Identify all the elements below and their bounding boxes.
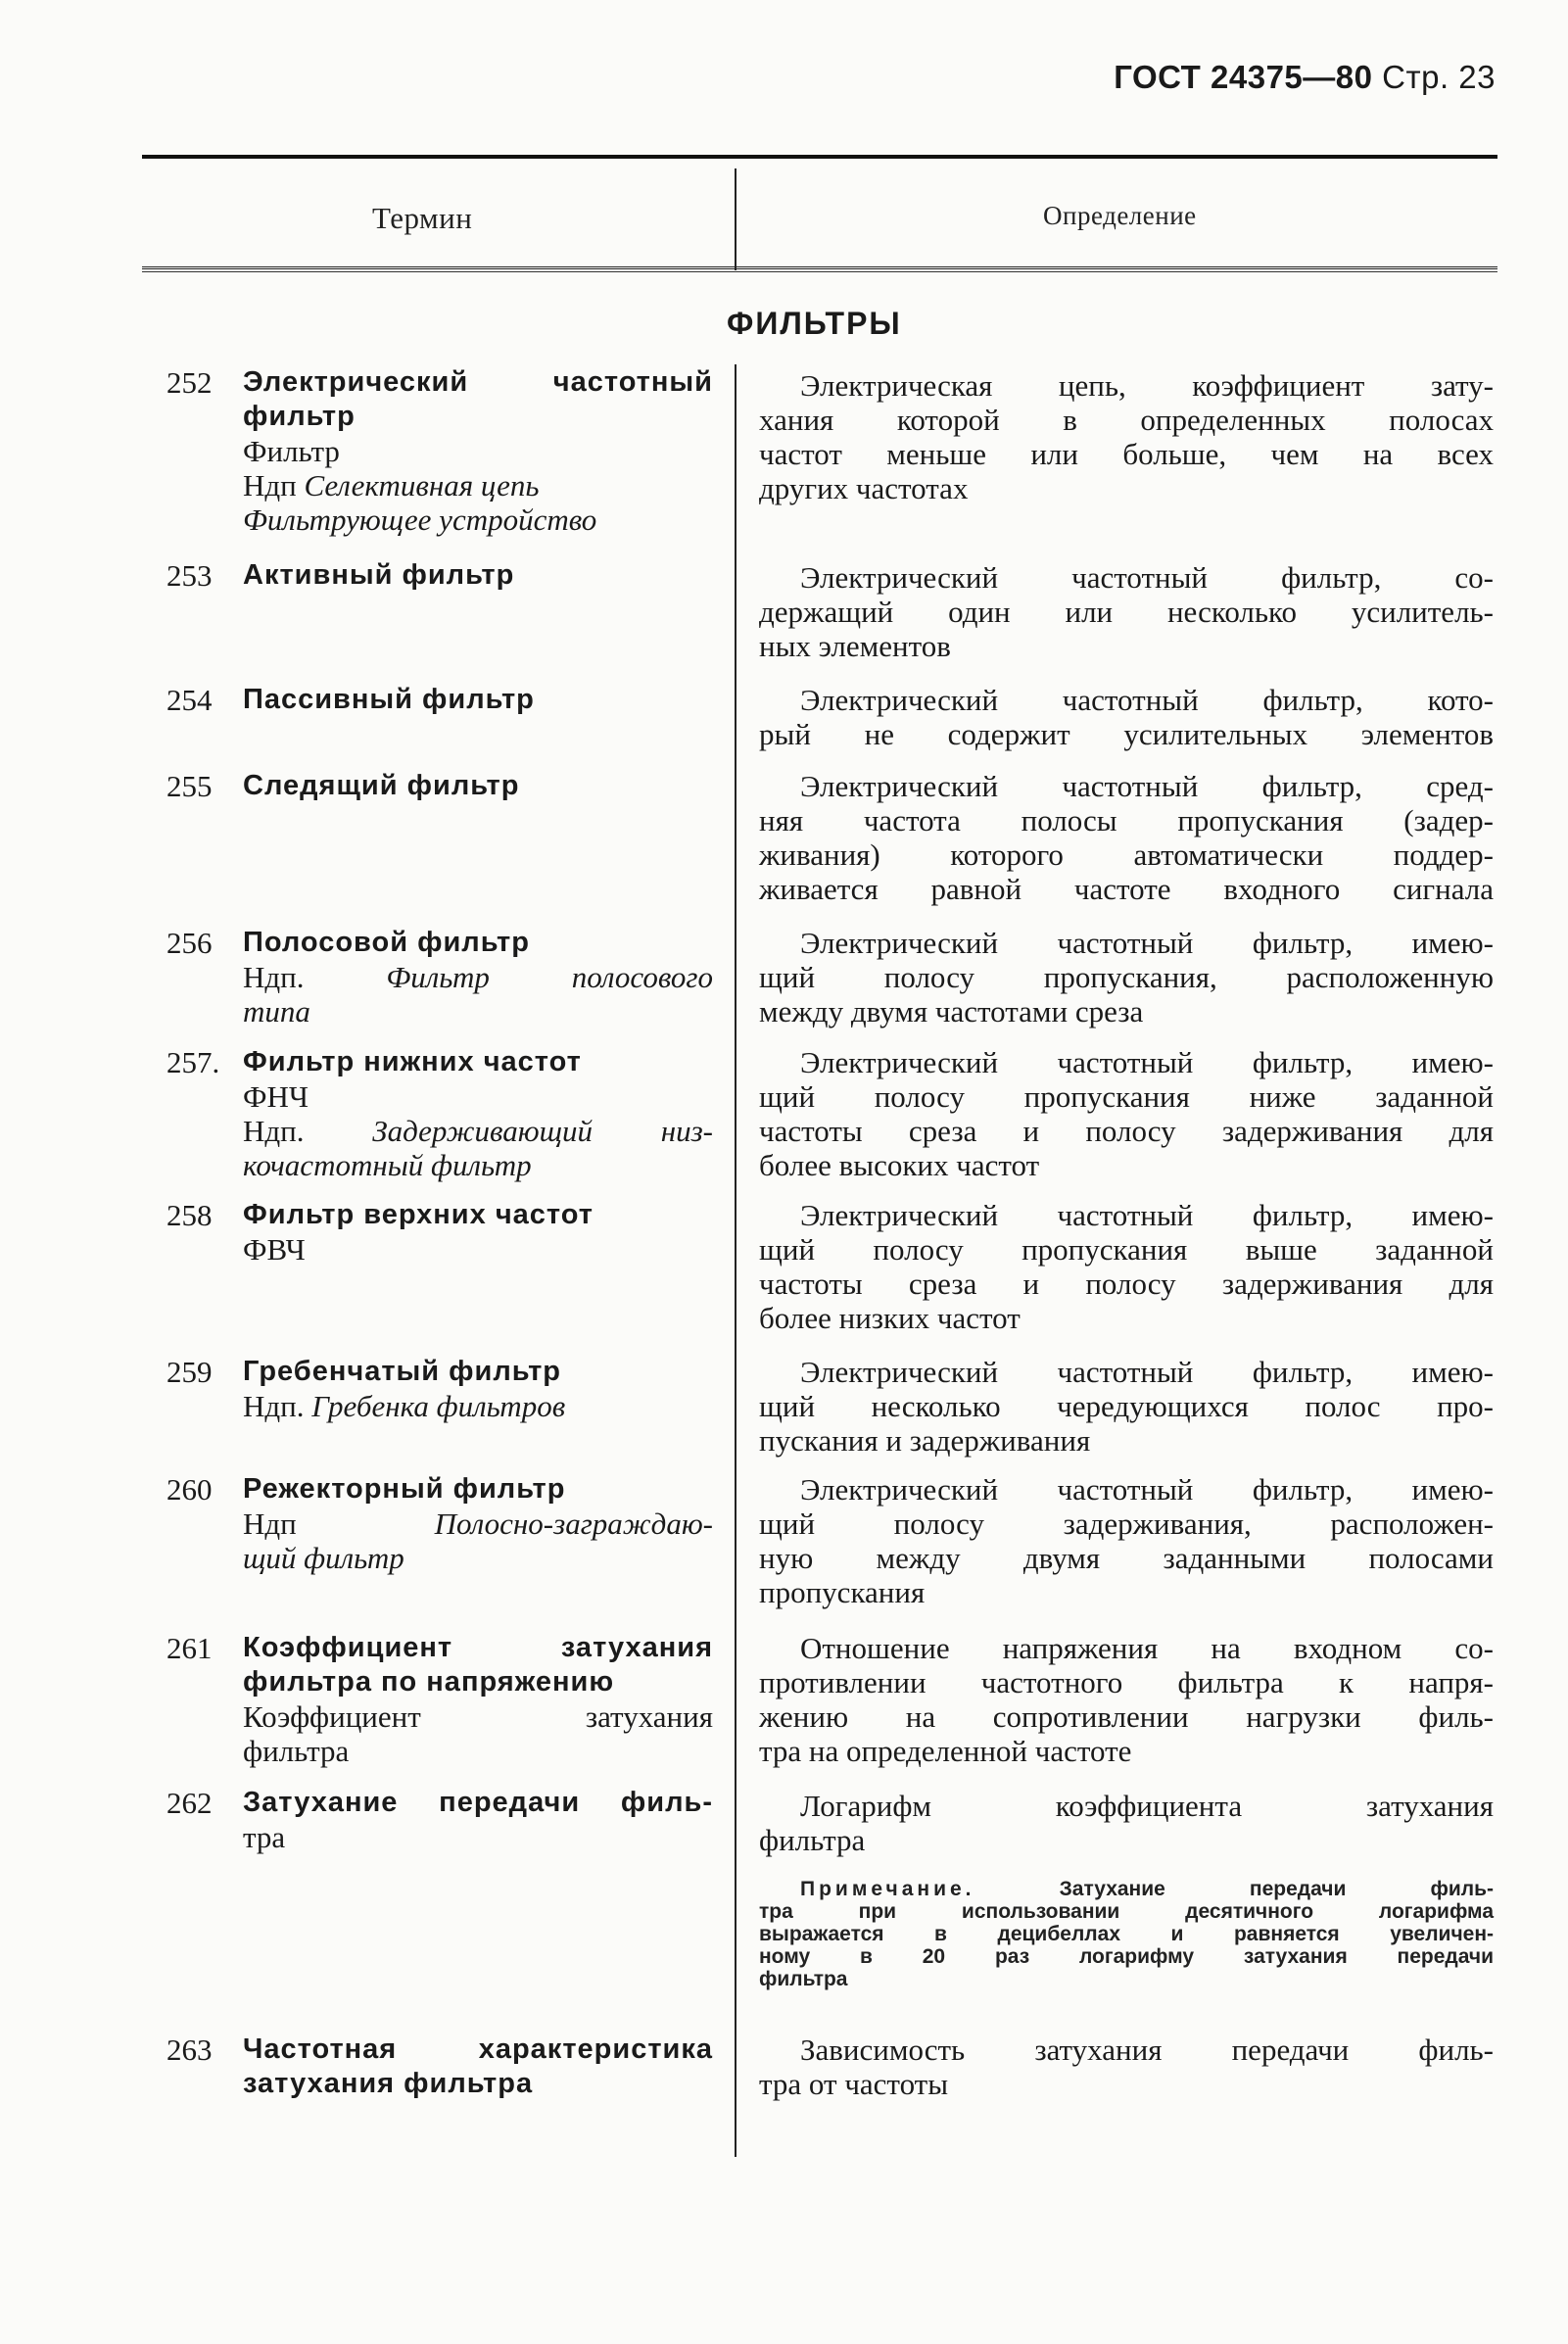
deprecated-prefix: Ндп. [243, 960, 305, 994]
term-synonym: Коэффициент затухания [243, 1699, 713, 1734]
entry-number: 261 [166, 1631, 213, 1665]
deprecated-term: Фильтр полосового [386, 960, 713, 994]
note [759, 1878, 1494, 1990]
term-name: затухания фильтра [243, 2068, 534, 2099]
note-line: ному в 20 раз логарифму затухания передачи [759, 1945, 1494, 1968]
definition-line: тра от частоты [759, 2067, 949, 2101]
definition-line: Электрический частотный фильтр, кото- [800, 683, 1494, 717]
term-synonym: Фильтр [243, 434, 340, 468]
definition-line: Электрический частотный фильтр, сред- [800, 769, 1494, 803]
term-name: фильтра по напряжению [243, 1666, 615, 1698]
deprecated-term: Задерживающий низ- [372, 1114, 713, 1148]
term-synonym: фильтра [243, 1734, 350, 1768]
deprecated-term: кочастотный фильтр [243, 1148, 532, 1182]
entry-number: 258 [166, 1198, 213, 1232]
definition-line: фильтра [759, 1823, 866, 1857]
term-synonym: ФВЧ [243, 1232, 306, 1267]
entry-number: 263 [166, 2033, 213, 2067]
term-name: Активный фильтр [243, 559, 515, 591]
entry-term [243, 769, 713, 803]
term-name: Фильтр верхних частот [243, 1199, 594, 1230]
column-header-term: Термин [372, 201, 473, 235]
deprecated-term: Гребенка фильтров [311, 1389, 566, 1423]
column-header-definition: Определение [1043, 201, 1197, 230]
definition-line: держащий один или несколько усилитель- [759, 595, 1494, 629]
note-line: Затухание передачи филь- [1059, 1878, 1494, 1900]
definition-line: тра на определенной частоте [759, 1734, 1132, 1768]
deprecated-term: Фильтрующее устройство [243, 502, 597, 537]
entry-definition [759, 1789, 1494, 1857]
definition-line: пропускания [759, 1575, 926, 1609]
definition-line: ных элементов [759, 629, 951, 663]
definition-line: Отношение напряжения на входном со- [800, 1631, 1494, 1665]
term-name: фильтр [243, 401, 356, 432]
entry-number: 260 [166, 1472, 213, 1507]
entry-number: 254 [166, 683, 213, 717]
entry-term [243, 683, 713, 717]
term-synonym: ФНЧ [243, 1079, 309, 1114]
definition-line: ную между двумя заданными полосами [759, 1541, 1494, 1575]
entry-definition [759, 368, 1494, 505]
note-label: Примечание. [800, 1878, 975, 1900]
term-name: Фильтр нижних частот [243, 1046, 582, 1077]
term-name: Режекторный фильтр [243, 1473, 566, 1505]
entry-definition [759, 560, 1494, 663]
term-name: Затухание передачи филь- [243, 1787, 713, 1818]
entry-term [243, 558, 713, 593]
definition-line: Электрический частотный фильтр, имею- [800, 1355, 1494, 1389]
definition-line: других частотах [759, 471, 969, 505]
definition-line: Электрический частотный фильтр, имею- [800, 1045, 1494, 1079]
definition-line: няя частота полосы пропускания (задер- [759, 803, 1494, 837]
entry-definition [759, 683, 1494, 751]
definition-line: частоты среза и полосу задерживания для [759, 1267, 1494, 1301]
term-name: тра [243, 1820, 286, 1854]
definition-line: противлении частотного фильтра к напря- [759, 1665, 1494, 1699]
definition-line: частоты среза и полосу задерживания для [759, 1114, 1494, 1148]
definition-line: щий полосу пропускания выше заданной [759, 1232, 1494, 1267]
deprecated-term: Полосно-заграждаю- [434, 1507, 713, 1541]
entry-definition [759, 1045, 1494, 1182]
standard-number: ГОСТ 24375—80 [1114, 59, 1373, 95]
definition-line: пускания и задерживания [759, 1423, 1091, 1458]
definition-line: щий полосу пропускания ниже заданной [759, 1079, 1494, 1114]
term-name: Электрический частотный [243, 366, 713, 398]
definition-line: Зависимость затухания передачи филь- [800, 2033, 1494, 2067]
deprecated-prefix: Ндп. [243, 1114, 305, 1148]
entry-definition [759, 926, 1494, 1028]
entry-number: 256 [166, 926, 213, 960]
entry-number: 255 [166, 769, 213, 803]
deprecated-term: типа [243, 994, 310, 1028]
entry-definition [759, 1472, 1494, 1609]
section-title: ФИЛЬТРЫ [727, 306, 902, 341]
definition-line: жению на сопротивлении нагрузки филь- [759, 1699, 1494, 1734]
note-line: выражается в децибеллах и равняется увеличен- [759, 1923, 1494, 1945]
term-name: Следящий фильтр [243, 770, 520, 801]
header-rule [142, 266, 1497, 272]
definition-line: живания) которого автоматически поддер- [759, 837, 1494, 872]
term-name: Полосовой фильтр [243, 927, 530, 958]
note-line: тра при использовании десятичного логарифма [759, 1900, 1494, 1923]
entry-definition [759, 1631, 1494, 1768]
entry-number: 253 [166, 558, 213, 593]
definition-line: между двумя частотами среза [759, 994, 1144, 1028]
entry-term [243, 1631, 713, 1768]
entry-term [243, 926, 713, 1028]
definition-line: щий несколько чередующихся полос про- [759, 1389, 1494, 1423]
definition-line: частот меньше или больше, чем на всех [759, 437, 1494, 471]
deprecated-prefix: Ндп. [243, 1389, 305, 1423]
entry-definition [759, 769, 1494, 906]
entry-term [243, 1355, 713, 1423]
deprecated-prefix: Ндп [243, 1507, 297, 1541]
page-header [1114, 59, 1496, 96]
entry-term [243, 365, 713, 537]
definition-line: рый не содержит усилительных элементов [759, 717, 1494, 751]
entry-definition [759, 1198, 1494, 1335]
definition-line: Электрический частотный фильтр, имею- [800, 1472, 1494, 1507]
term-name: Частотная характеристика [243, 2033, 713, 2065]
entry-term [243, 1472, 713, 1575]
definition-line: Логарифм коэффициента затухания [800, 1789, 1494, 1823]
definition-line: Электрическая цепь, коэффициент зату- [800, 368, 1494, 403]
entry-definition [759, 2033, 1494, 2101]
definition-line: Электрический частотный фильтр, со- [800, 560, 1494, 595]
term-name: Коэффициент затухания [243, 1632, 713, 1663]
entry-term [243, 1786, 713, 1854]
page-number: Стр. 23 [1382, 59, 1496, 95]
note-line: фильтра [759, 1968, 848, 1990]
entry-number: 262 [166, 1786, 213, 1820]
deprecated-term: щий фильтр [243, 1541, 404, 1575]
deprecated-term: Селективная цепь [304, 468, 540, 502]
term-name: Пассивный фильтр [243, 684, 535, 715]
definition-line: более низких частот [759, 1301, 1021, 1335]
entry-term [243, 1045, 713, 1182]
deprecated-prefix: Ндп [243, 468, 297, 502]
definition-line: живается равной частоте входного сигнала [759, 872, 1494, 906]
definition-line: хания которой в определенных полосах [759, 403, 1494, 437]
entry-number: 257. [166, 1045, 220, 1079]
term-name: Гребенчатый фильтр [243, 1356, 561, 1387]
entry-term [243, 2033, 713, 2101]
definition-line: Электрический частотный фильтр, имею- [800, 1198, 1494, 1232]
top-rule [142, 155, 1497, 159]
definition-line: щий полосу пропускания, расположенную [759, 960, 1494, 994]
entry-definition [759, 1355, 1494, 1458]
definition-line: Электрический частотный фильтр, имею- [800, 926, 1494, 960]
entry-term [243, 1198, 713, 1267]
definition-line: щий полосу задерживания, расположен- [759, 1507, 1494, 1541]
entry-number: 252 [166, 365, 213, 400]
entry-number: 259 [166, 1355, 213, 1389]
column-divider [735, 364, 736, 2157]
definition-line: более высоких частот [759, 1148, 1040, 1182]
